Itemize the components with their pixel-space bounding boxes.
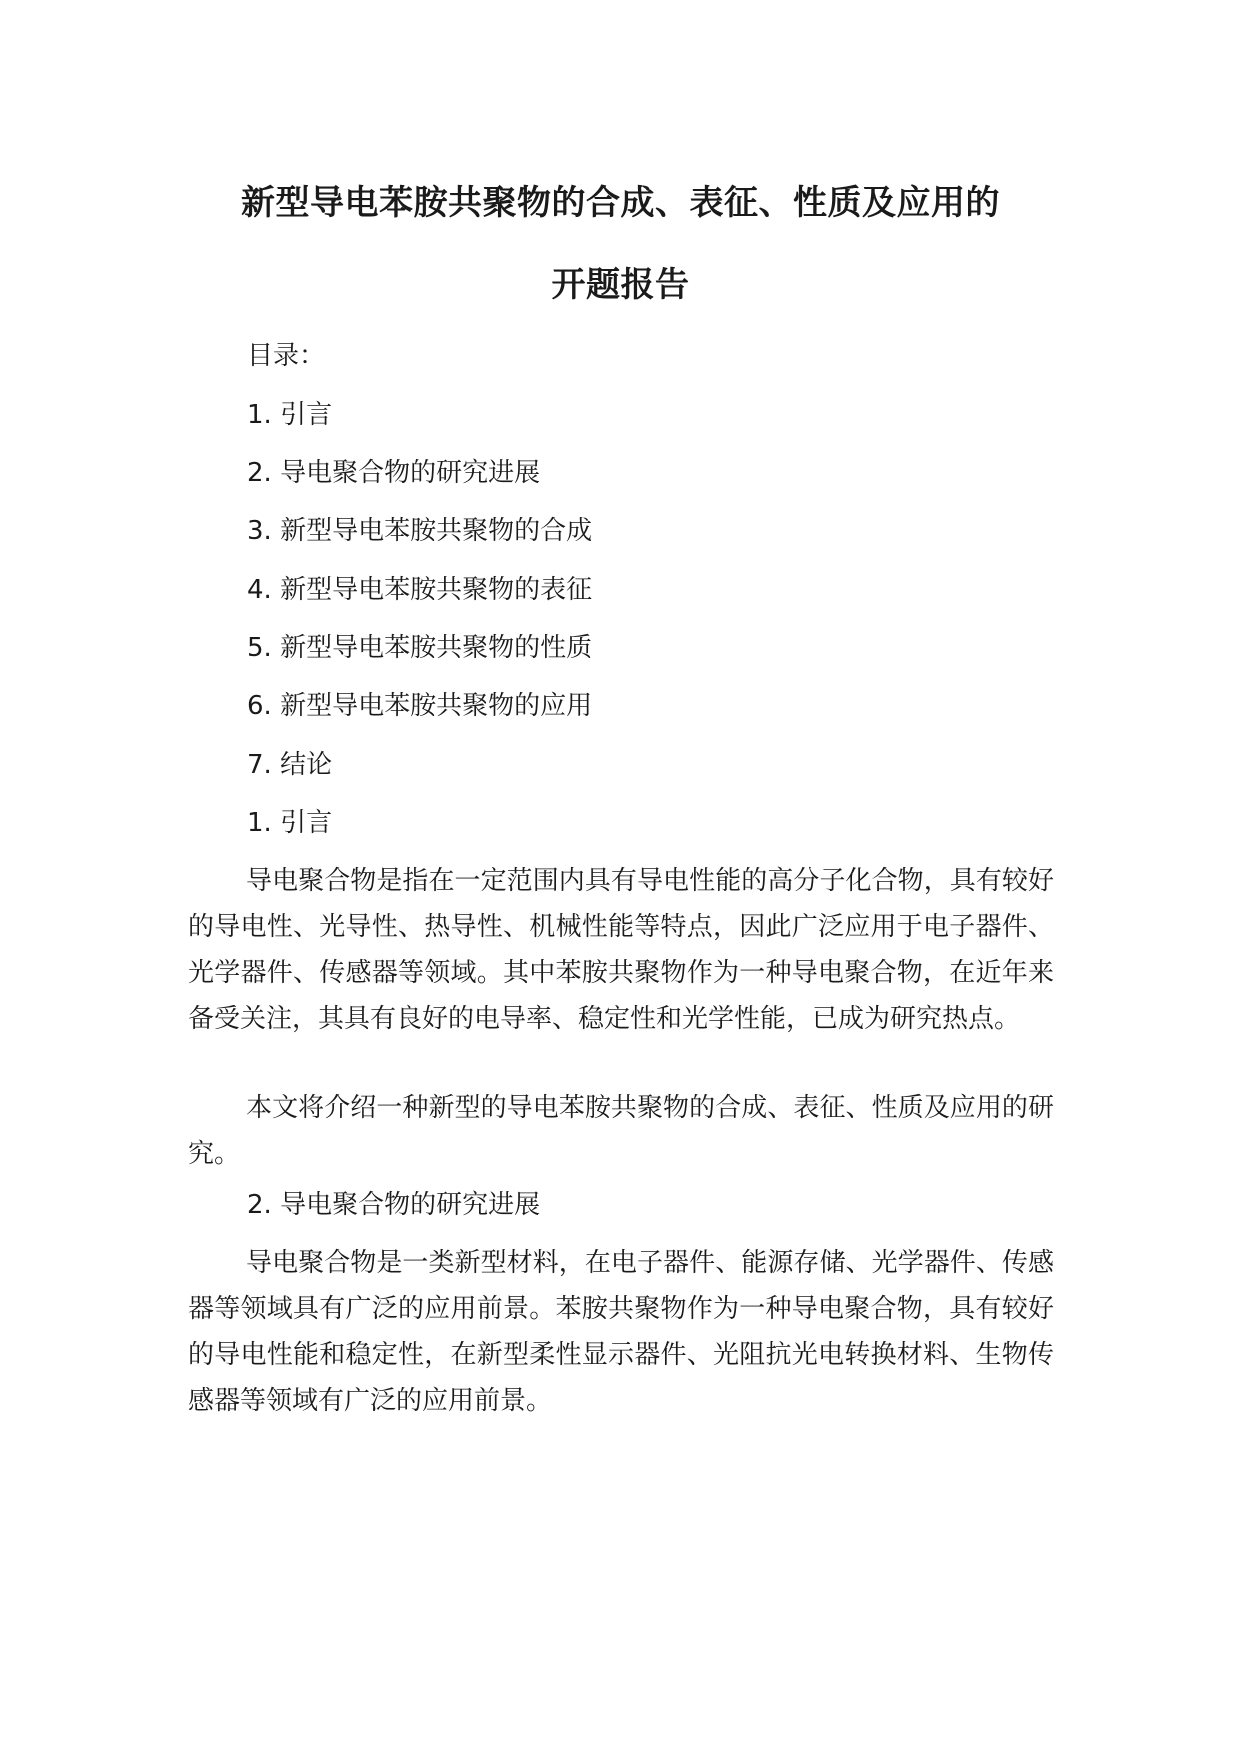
section-2-heading: 2. 导电聚合物的研究进展 — [247, 1190, 541, 1220]
toc-label: 目录： — [247, 341, 326, 371]
section-1-paragraph-1: 导电聚合物是指在一定范围内具有导电性能的高分子化合物，具有较好的导电性、光导性、热导性、机械性能等特点，因此广泛应用于电子器件、光学器件、传感器等领域。其中苯胺共聚物作为一种导电聚合物，在近年来备受关注，其具有良好的电导率、稳定性和光学性能，已成为研究热点。 — [188, 866, 1054, 1034]
section-1-heading: 1. 引言 — [247, 808, 333, 838]
toc-item-3: 3. 新型导电苯胺共聚物的合成 — [247, 516, 593, 546]
section-1-paragraph-2: 本文将介绍一种新型的导电苯胺共聚物的合成、表征、性质及应用的研究。 — [188, 1093, 1054, 1169]
toc-item-1: 1. 引言 — [247, 400, 333, 430]
toc-item-5: 5. 新型导电苯胺共聚物的性质 — [247, 633, 593, 663]
document-title-line1: 新型导电苯胺共聚物的合成、表征、性质及应用的 — [241, 183, 1000, 223]
toc-item-4: 4. 新型导电苯胺共聚物的表征 — [247, 575, 593, 605]
toc-item-2: 2. 导电聚合物的研究进展 — [247, 458, 541, 488]
section-2-paragraph-1: 导电聚合物是一类新型材料，在电子器件、能源存储、光学器件、传感器等领域具有广泛的应用前景。苯胺共聚物作为一种导电聚合物，具有较好的导电性能和稳定性，在新型柔性显示器件、光阻抗光电转换材料、生物传感器等领域有广泛的应用前景。 — [188, 1248, 1054, 1416]
toc-item-6: 6. 新型导电苯胺共聚物的应用 — [247, 691, 593, 721]
document-title-line2: 开题报告 — [551, 265, 690, 305]
toc-item-7: 7. 结论 — [247, 750, 333, 780]
